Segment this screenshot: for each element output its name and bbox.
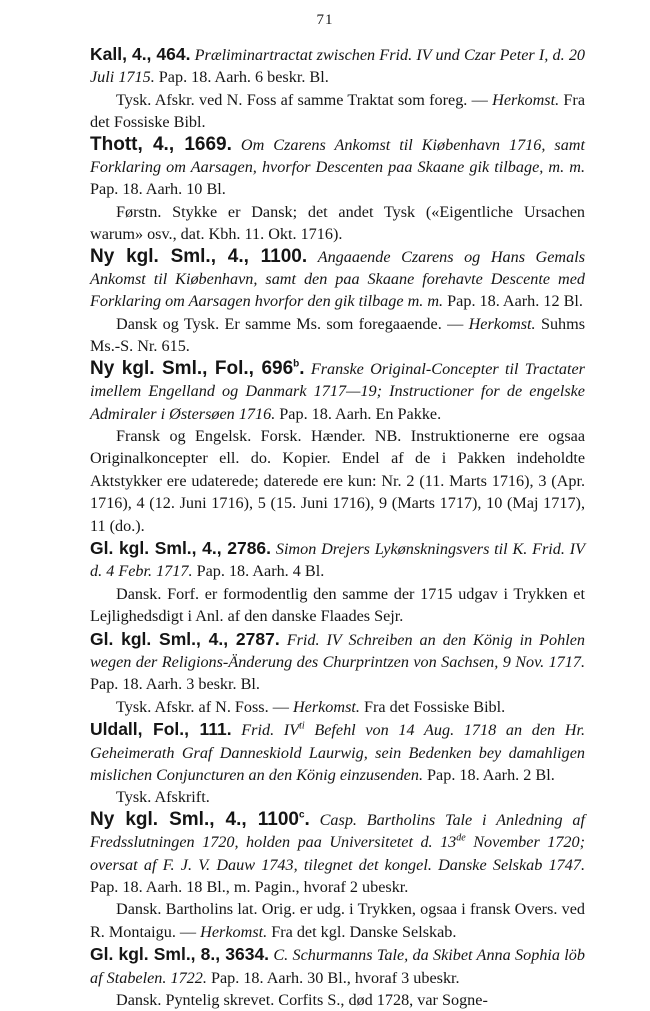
entry-title: Frid. IV Schreiben an den König in Pohlen wegen der Religions-Änderung des Churprintzen von Sachsen, 9 Nov. 1717. — [90, 630, 586, 671]
catalogue-entry — [90, 43, 585, 134]
entry-description: Pap. 18. Aarh. 10 Bl. — [90, 180, 226, 199]
entry-note: Tysk. Afskrift. — [116, 788, 210, 807]
catalogue-entry — [90, 628, 585, 719]
entry-signature: Uldall, Fol., 111. — [90, 719, 232, 740]
entry-description: Pap. 18. Aarh. 4 Bl. — [196, 562, 325, 581]
provenance-label: Herkomst. — [292, 697, 360, 716]
entry-title: Angaaende Czarens og Hans Gemals Ankomst til Kiøbenhavn, samt den paa Skaane forehavte Descente med Forklaring om Aarsagen hvorfor den gik tilbage m. m. — [90, 247, 585, 311]
entry-note: Tysk. Afskr. af N. Foss. — — [116, 697, 289, 716]
title-part: Frid. IV — [241, 721, 300, 740]
catalogue-entry — [90, 718, 585, 809]
entry-title: Præliminartractat zwischen Frid. IV und Czar Peter I, d. 20 Juli 1715. — [90, 46, 586, 87]
signature-main: Ny kgl. Sml., Fol., 696 — [90, 357, 294, 379]
entry-note: Førstn. Stykke er Dansk; det andet Tysk («Eigentliche Ursachen warum» osv., dat. Kbh. 11. Okt. 1716). — [90, 202, 585, 244]
provenance-text: Suhms Ms.-S. Nr. 615. — [90, 314, 586, 356]
signature-end: . — [304, 808, 310, 830]
entry-note: Dansk. Bartholins lat. Orig. er udg. i Trykken, ogsaa i fransk Overs. ved R. Montaigu. — — [90, 900, 585, 941]
entry-description: Pap. 18. Aarh. 18 Bl., m. Pagin., hvoraf 2 ubeskr. — [90, 878, 409, 897]
entry-description: Pap. 18. Aarh. 6 beskr. Bl. — [158, 68, 329, 87]
provenance-label: Herkomst. — [200, 922, 268, 941]
entry-description: Pap. 18. Aarh. En Pakke. — [279, 404, 442, 423]
entry-signature: Gl. kgl. Sml., 8., 3634. — [90, 944, 270, 965]
entry-description: Pap. 18. Aarh. 3 beskr. Bl. — [90, 675, 260, 694]
signature-main: Ny kgl. Sml., 4., 1100 — [90, 808, 299, 830]
signature-end: . — [299, 357, 305, 379]
entry-description: Pap. 18. Aarh. 12 Bl. — [447, 292, 583, 311]
entry-title: Simon Drejers Lykønskningsvers til K. Frid. IV d. 4 Febr. 1717. — [90, 539, 586, 581]
title-superscript: de — [456, 832, 466, 844]
catalogue-entry — [90, 358, 585, 537]
entry-signature: Thott, 4., 1669. — [90, 133, 232, 155]
entry-description: Pap. 18. Aarh. 2 Bl. — [427, 766, 555, 784]
catalogue-entry — [90, 134, 585, 246]
provenance-text: Fra det Fossiske Bibl. — [90, 90, 585, 132]
entry-signature — [90, 809, 310, 830]
catalogue-entry — [90, 809, 585, 943]
signature-superscript: c — [298, 809, 305, 821]
entry-note: Fransk og Engelsk. Forsk. Hænder. NB. Instruktionerne ere ogsaa Originalkoncepter ell. do. Kopier. Endel af de i Pakken indeholdte Aktstykker ere udaterede; daterede ere kun: Nr. 2 (11. Marts 1716), 3 (Apr. 1716), 4 (12. Juni 1716), 5 (15. Juni 1716), 9 (Marts 1717), 10 (Maj 1717), 11 (do.). — [90, 426, 585, 535]
catalogue-entry — [90, 943, 585, 1011]
signature-superscript: b — [293, 358, 300, 370]
title-superscript: ti — [299, 720, 305, 732]
entry-title: Franske Original-Concepter til Tractater imellem Engelland og Danmark 1717—19; Instructioner for de engelske Admiraler i Østersøen 1716. — [90, 359, 585, 423]
entry-note: Dansk og Tysk. Er samme Ms. som foregaaende. — — [116, 314, 464, 333]
entry-signature: Gl. kgl. Sml., 4., 2787. — [90, 628, 280, 649]
entry-title: Om Czarens Ankomst til Kiøbenhavn 1716, samt Forklaring om Aarsagen, hvorfor Descenten paa Skaane gik tilbage, m. m. — [90, 135, 585, 177]
entry-signature: Gl. kgl. Sml., 4., 2786. — [90, 537, 272, 558]
title-part: Befehl von 14 Aug. 1718 an den Hr. Geheimerath Graf Danneskiold Laurwig, sein Bedenken bey damahligen mislichen Conjuncturen an den König einzusenden. — [90, 721, 586, 784]
page-number: 71 — [316, 12, 334, 28]
provenance-label: Herkomst. — [492, 90, 560, 109]
entry-signature — [90, 358, 305, 379]
catalogue-text — [90, 43, 585, 1011]
entry-note: Tysk. Afskr. ved N. Foss af samme Traktat som foreg. — — [116, 90, 488, 109]
entry-signature: Kall, 4., 464. — [90, 44, 191, 64]
provenance-text: Fra det Fossiske Bibl. — [364, 697, 506, 716]
entry-note: Dansk. Forf. er formodentlig den samme der 1715 udgav i Trykken et Lejlighedsdigt i Anl. af den danske Flaades Sejr. — [90, 584, 585, 626]
entry-title: C. Schurmanns Tale, da Skibet Anna Sophia löb af Stabelen. 1722. — [90, 946, 585, 987]
catalogue-entry — [90, 537, 585, 628]
catalogue-entry — [90, 246, 585, 358]
title-part: Casp. Bartholins Tale i Anledning af Fredsslutningen 1720, holden paa Universitetet d. 13 — [90, 810, 586, 852]
provenance-label: Herkomst. — [468, 314, 536, 333]
entry-description: Pap. 18. Aarh. 30 Bl., hvoraf 3 ubeskr. — [210, 968, 460, 987]
provenance-text: Fra det kgl. Danske Selskab. — [271, 922, 457, 941]
entry-note: Dansk. Pyntelig skrevet. Corfits S., død 1728, var Sogne- — [116, 991, 488, 1010]
title-part: November 1720; oversat af F. J. V. Dauw 1743, tilegnet det kongel. Danske Selskab 1747. — [90, 833, 585, 874]
entry-signature: Ny kgl. Sml., 4., 1100. — [90, 245, 308, 267]
